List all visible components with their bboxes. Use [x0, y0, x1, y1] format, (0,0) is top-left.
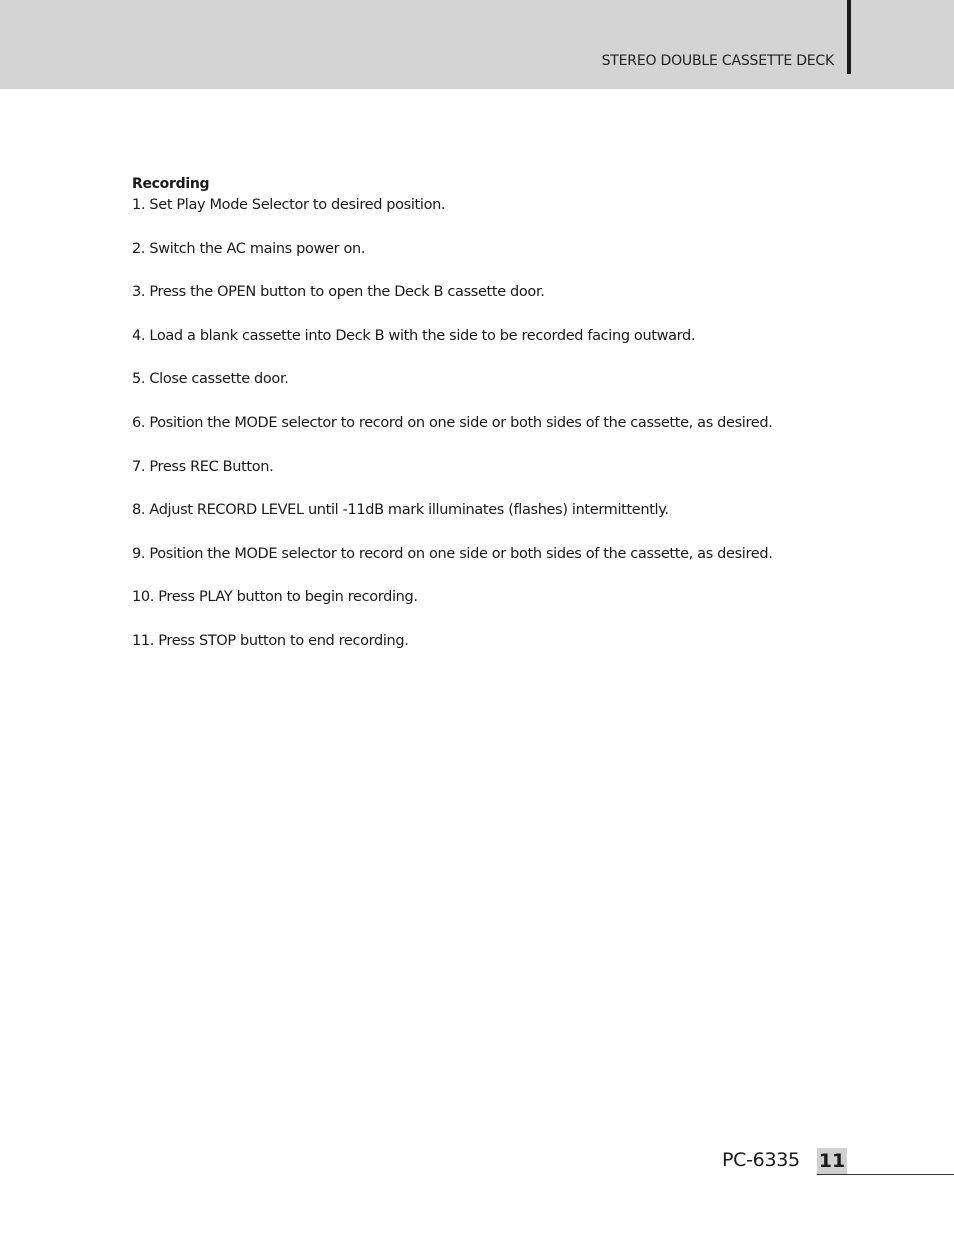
step-item: 1. Set Play Mode Selector to desired position. [132, 197, 446, 213]
step-item: 8. Adjust RECORD LEVEL until -11dB mark illuminates (flashes) intermittently. [132, 502, 669, 519]
step-item: 2. Switch the AC mains power on. [132, 240, 366, 257]
step-item: 4. Load a blank cassette into Deck B with the side to be recorded facing outward. [132, 327, 696, 344]
step-item: 5. Close cassette door. [132, 371, 289, 388]
header-vertical-rule [847, 0, 851, 74]
steps-list [132, 194, 852, 653]
step-item: 6. Position the MODE selector to record on one side or both sides of the cassette, as desired. [132, 414, 773, 431]
header-band [0, 0, 954, 89]
footer-model-number: PC-6335 [722, 1149, 800, 1171]
step-item: 10. Press PLAY button to begin recording. [132, 589, 418, 606]
step-item: 9. Position the MODE selector to record on one side or both sides of the cassette, as desired. [132, 545, 773, 562]
step-item: 7. Press REC Button. [132, 458, 274, 475]
step-item: 11. Press STOP button to end recording. [132, 632, 409, 649]
section-title: Recording [132, 176, 210, 192]
recording-section [132, 175, 852, 674]
step-item: 3. Press the OPEN button to open the Deck B cassette door. [132, 284, 545, 301]
header-title: STEREO DOUBLE CASSETTE DECK [601, 53, 834, 69]
page-number: 11 [818, 1150, 846, 1172]
footer-rule [817, 1174, 954, 1175]
